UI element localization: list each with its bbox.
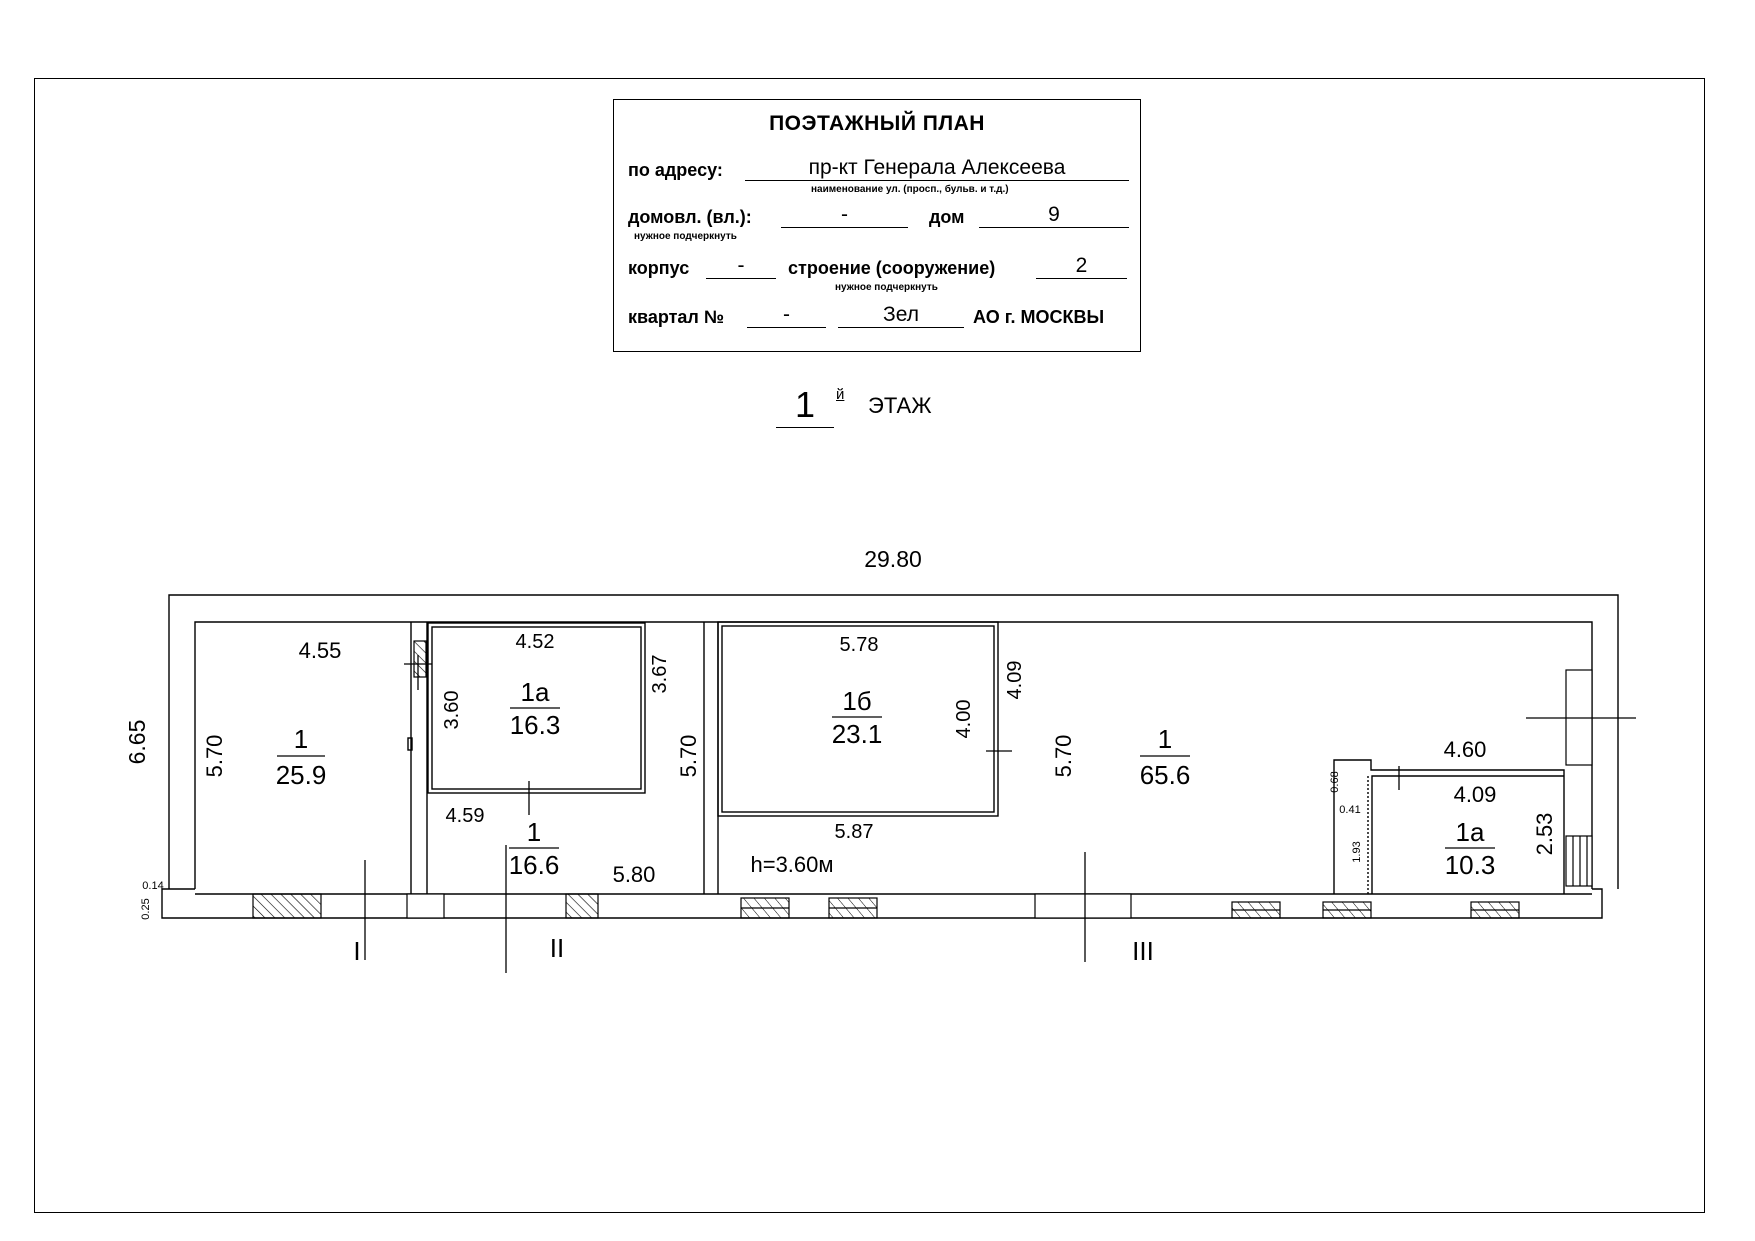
room-number: 1а xyxy=(1455,817,1485,847)
dim-big-left: 5.70 xyxy=(1051,734,1076,778)
dim-r1a2-right: 2.53 xyxy=(1532,812,1557,856)
dim-r1b-top: 5.78 xyxy=(839,634,879,656)
dim-r1a-right: 3.67 xyxy=(649,654,671,694)
dim-corr-bottom: 4.59 xyxy=(445,805,485,827)
room-number: 1 xyxy=(293,724,309,754)
room-area: 65.6 xyxy=(1139,760,1191,790)
stamp-title: ПОЭТАЖНЫЙ ПЛАН xyxy=(769,112,985,135)
room-area: 16.3 xyxy=(509,710,561,740)
outer-walls xyxy=(162,595,1618,918)
section-marker-3: III xyxy=(1132,936,1154,966)
address-hint: наименование ул. (просп., бульв. и т.д.) xyxy=(811,184,1009,195)
section-lines xyxy=(365,655,1636,973)
dim-r1a2-top-outer: 4.60 xyxy=(1443,737,1487,762)
room-number: 1а xyxy=(520,677,550,707)
domovl-hint: нужное подчеркнуть xyxy=(634,231,737,242)
room-label xyxy=(832,686,883,749)
dim-corr-right: 5.80 xyxy=(612,862,656,887)
room-label xyxy=(1140,724,1191,790)
room-number: 1б xyxy=(842,686,872,716)
section-marker-2: II xyxy=(549,933,565,963)
room-area: 16.6 xyxy=(508,850,560,880)
floor-suffix: й xyxy=(836,386,845,403)
room-label xyxy=(510,677,561,740)
dim-wall-014: 0.14 xyxy=(142,880,164,892)
stroenie-label: строение (сооружение) xyxy=(788,258,996,278)
dim-wall-068: 0.68 xyxy=(1329,771,1341,793)
dim-overall-depth: 6.65 xyxy=(124,719,150,765)
room-area: 25.9 xyxy=(275,760,327,790)
address-value: пр-кт Генерала Алексеева xyxy=(745,156,1129,181)
dim-wall-193: 1.93 xyxy=(1351,841,1363,863)
kvartal-value: - xyxy=(747,303,826,328)
room-label xyxy=(509,817,560,880)
dim-r1a-left: 3.60 xyxy=(441,690,463,730)
floor-number: 1 xyxy=(776,383,834,428)
interior-walls xyxy=(408,622,1564,894)
ceiling-height: h=3.60м xyxy=(750,852,834,877)
section-marker-1: I xyxy=(353,936,361,966)
dim-r1-top: 4.55 xyxy=(298,638,342,663)
korpus-label: корпус xyxy=(628,258,690,278)
dim-r1-left: 5.70 xyxy=(202,734,227,778)
dim-r1b-bottom: 5.87 xyxy=(834,821,874,843)
dom-label: дом xyxy=(929,207,965,227)
stroenie-value: 2 xyxy=(1036,254,1127,279)
dim-wall-025: 0.25 xyxy=(140,898,152,920)
address-label: по адресу: xyxy=(628,160,723,180)
dim-r1b-outer: 4.09 xyxy=(1004,660,1026,700)
room-label xyxy=(276,724,327,790)
kvartal-label: квартал № xyxy=(628,307,724,327)
dim-r1a-top: 4.52 xyxy=(515,631,555,653)
room-area: 10.3 xyxy=(1444,850,1496,880)
domovl-label: домовл. (вл.): xyxy=(628,207,752,227)
room-label xyxy=(1445,817,1496,880)
korpus-value: - xyxy=(706,254,776,279)
dim-r1a2-top: 4.09 xyxy=(1453,782,1497,807)
windows xyxy=(407,670,1592,918)
dim-overall-width: 29.80 xyxy=(864,546,922,572)
dim-mid-wall: 5.70 xyxy=(676,734,701,778)
room-number: 1 xyxy=(1157,724,1173,754)
dim-wall-041: 0.41 xyxy=(1339,804,1361,816)
dom-value: 9 xyxy=(979,203,1129,228)
dim-r1b-right: 4.00 xyxy=(953,699,975,739)
floor-label: ЭТАЖ xyxy=(868,393,932,418)
okrug-suffix: АО г. МОСКВЫ xyxy=(973,307,1105,327)
room-number: 1 xyxy=(526,817,542,847)
room-area: 23.1 xyxy=(831,719,883,749)
domovl-value: - xyxy=(781,203,908,228)
section-markers xyxy=(353,933,1153,966)
okrug-value: Зел xyxy=(838,303,964,328)
stroenie-hint: нужное подчеркнуть xyxy=(835,282,938,293)
